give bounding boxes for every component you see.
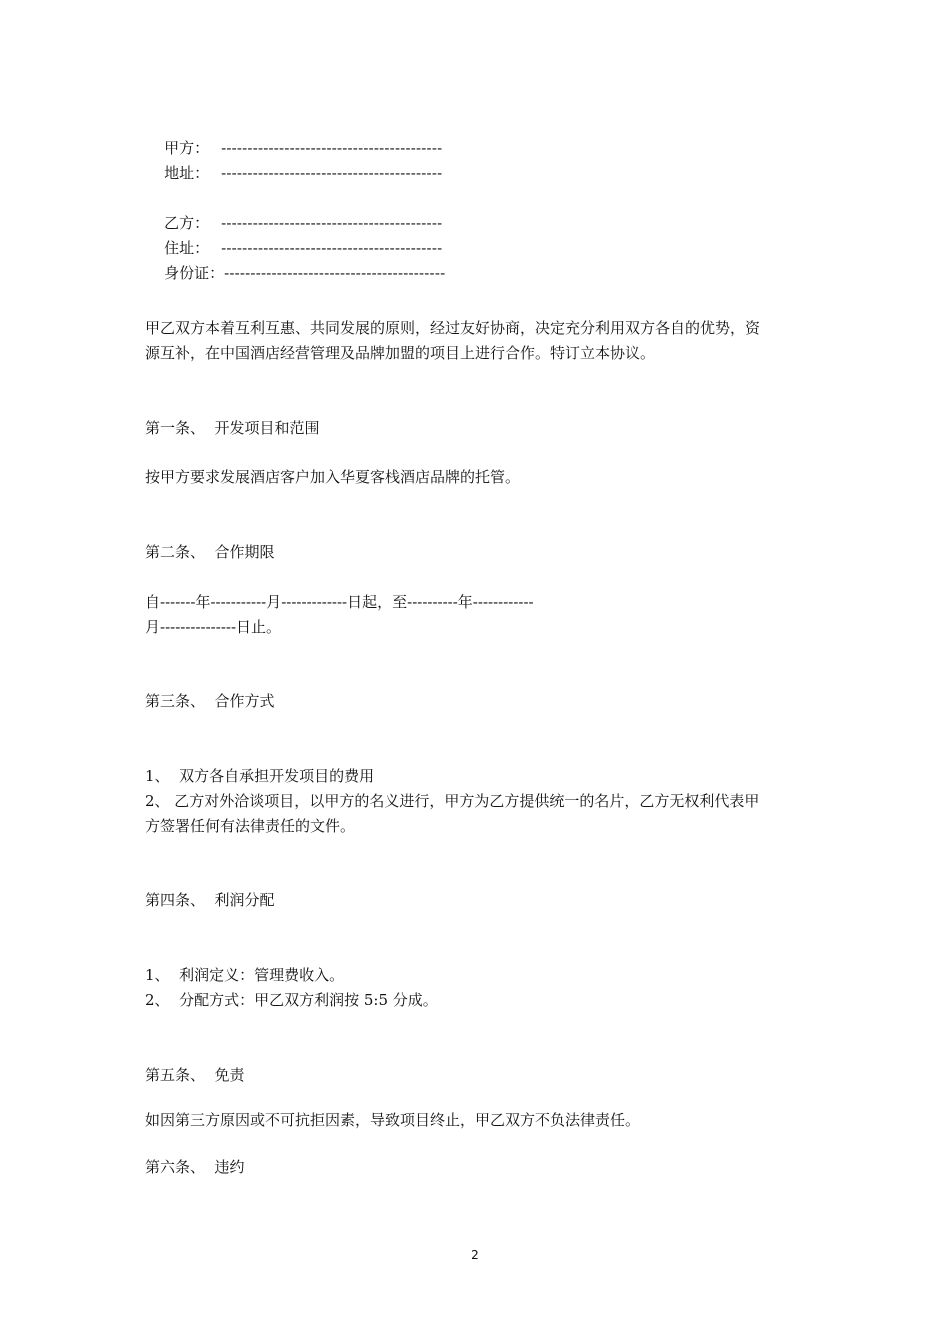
party-a-label: 甲方：	[164, 139, 210, 157]
address-b-blank: ------------------------------------------	[221, 239, 443, 257]
article-3-title: 第三条、 合作方式	[145, 692, 275, 710]
id-card-blank: ------------------------------------------	[224, 264, 446, 282]
article-2-title: 第二条、 合作期限	[145, 543, 275, 561]
article-2-line-1: 自-------年-----------月-------------日起，至----------年------------	[145, 593, 534, 611]
article-6-title: 第六条、 违约	[145, 1158, 245, 1176]
article-4-item-1: 1、 利润定义：管理费收入。	[145, 966, 345, 984]
article-3-item-2: 2、 乙方对外洽谈项目，以甲方的名义进行，甲方为乙方提供统一的名片，乙方无权利代表甲	[145, 792, 760, 810]
page-number: 2	[471, 1248, 479, 1262]
article-1-title: 第一条、 开发项目和范围	[145, 419, 320, 437]
article-3-item-2-cont: 方签署任何有法律责任的文件。	[145, 817, 356, 835]
preamble-line-1: 甲乙双方本着互利互惠、共同发展的原则，经过友好协商，决定充分利用双方各自的优势，资	[145, 319, 761, 337]
id-card-line	[145, 243, 445, 303]
address-a-label: 地址：	[164, 164, 210, 182]
party-a-blank: ------------------------------------------	[221, 139, 443, 157]
article-4-item-2: 2、 分配方式：甲乙双方利润按 5:5 分成。	[145, 991, 438, 1009]
article-3-item-1: 1、 双方各自承担开发项目的费用	[145, 767, 375, 785]
address-b-label: 住址：	[164, 239, 210, 257]
party-b-label: 乙方：	[164, 214, 210, 232]
id-card-label: 身份证：	[164, 264, 225, 282]
party-b-blank: ------------------------------------------	[221, 214, 443, 232]
article-5-title: 第五条、 免责	[145, 1066, 245, 1084]
preamble-line-2: 源互补，在中国酒店经营管理及品牌加盟的项目上进行合作。特订立本协议。	[145, 344, 656, 362]
address-a-blank: ------------------------------------------	[221, 164, 443, 182]
article-4-title: 第四条、 利润分配	[145, 891, 275, 909]
article-1-body: 按甲方要求发展酒店客户加入华夏客栈酒店品牌的托管。	[145, 468, 521, 486]
article-5-body: 如因第三方原因或不可抗拒因素，导致项目终止，甲乙双方不负法律责任。	[145, 1111, 641, 1129]
article-2-line-2: 月---------------日止。	[145, 618, 282, 636]
